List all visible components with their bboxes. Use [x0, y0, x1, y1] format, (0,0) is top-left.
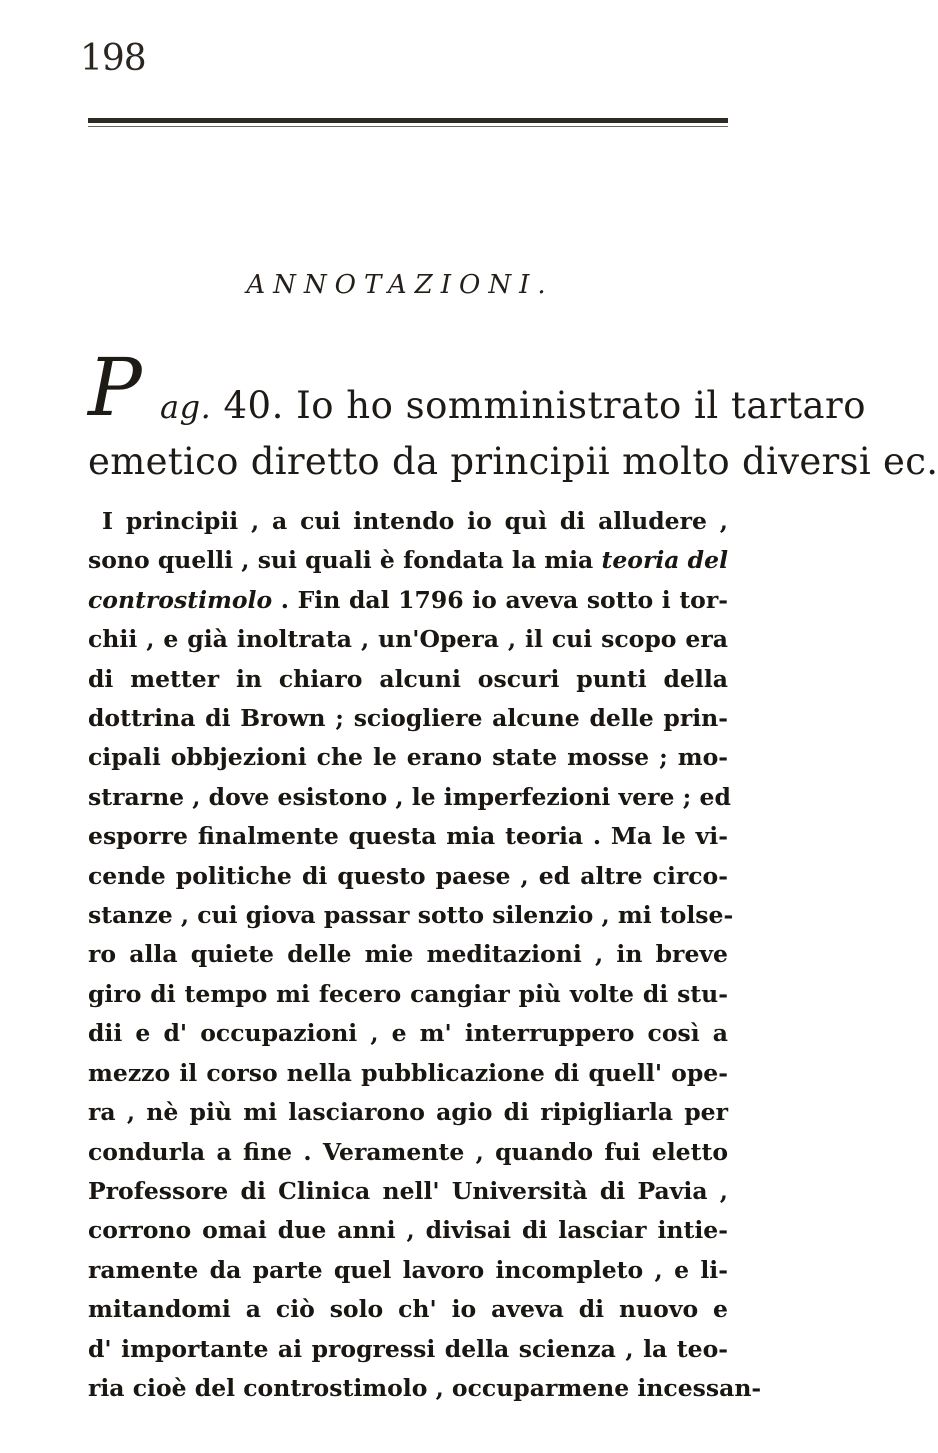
text-span: . Fin dal 1796 io aveva sotto i tor-	[272, 585, 728, 614]
text-line: Professore di Clinica nell' Università di Pavia ,	[88, 1176, 728, 1205]
text-line: ria cioè del controstimolo , occuparmene incessan-	[88, 1373, 762, 1402]
first-line-text: 40. Io ho somministrato il tartaro	[211, 384, 866, 427]
header-rule-thin	[88, 126, 728, 127]
text-span: sono quelli , sui quali è fondata la mia	[88, 546, 594, 575]
section-heading: ANNOTAZIONI.	[246, 270, 554, 300]
text-line: stanze , cui giova passar sotto silenzio , mi tolse-	[88, 901, 734, 930]
text-line: dii e d' occupazioni , e m' interruppero così a	[88, 1019, 728, 1048]
text-line: strarne , dove esistono , le imperfezioni vere ; ed	[88, 782, 731, 811]
text-line	[88, 541, 728, 580]
italic-term: teoria del	[601, 546, 728, 575]
page-reference-abbrev: ag.	[160, 388, 212, 426]
text-line: giro di tempo mi fecero cangiar più volte di stu-	[88, 979, 728, 1008]
text-line: ro alla quiete delle mie meditazioni , in breve	[88, 940, 728, 969]
text-line: di metter in chiaro alcuni oscuri punti della	[88, 664, 728, 693]
text-line: chii , e già inoltrata , un'Opera , il cui scopo era	[88, 625, 728, 654]
text-line: cende politiche di questo paese , ed altre circo-	[88, 861, 728, 890]
text-line: mezzo il corso nella pubblicazione di quell' ope-	[88, 1058, 728, 1087]
text-line: mitandomi a ciò solo ch' io aveva di nuovo e	[88, 1295, 728, 1324]
drop-cap: P	[88, 341, 142, 434]
header-rule	[88, 118, 728, 123]
text-line: esporre finalmente questa mia teoria . Ma le vi-	[88, 822, 728, 851]
text-line: dottrina di Brown ; sciogliere alcune delle prin-	[88, 704, 728, 733]
italic-term: controstimolo	[88, 585, 273, 614]
text-line: ramente da parte quel lavoro incompleto , e li-	[88, 1255, 728, 1284]
text-line: cipali obbjezioni che le erano state mosse ; mo-	[88, 743, 728, 772]
second-line: emetico diretto da principii molto diversi ec.	[88, 440, 938, 483]
body-text	[88, 502, 762, 1408]
text-line: ra , nè più mi lasciarono agio di ripigliarla per	[88, 1098, 728, 1127]
text-line: corrono omai due anni , divisai di lasciar intie-	[88, 1216, 728, 1245]
text-line	[88, 581, 728, 620]
first-line	[160, 384, 866, 427]
text-line: condurla a fine . Veramente , quando fui eletto	[88, 1137, 728, 1166]
page-number: 198	[80, 38, 146, 79]
text-line: d' importante ai progressi della scienza , la teo-	[88, 1334, 728, 1363]
text-line: I principii , a cui intendo io quì di alludere ,	[102, 507, 728, 535]
